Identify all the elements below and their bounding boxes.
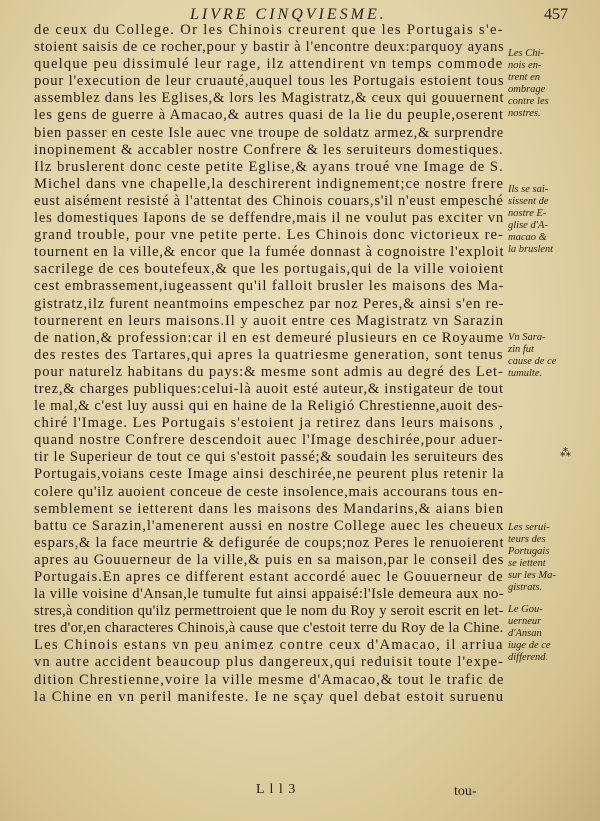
text-line: semblement se ietterent dans les maisons des Mandarins,& aians bien [34,500,505,517]
margin-note: Le Gou- uerneur d'Ansan iuge de ce differend. [508,604,551,663]
text-line: de nation,& profession:car il en est demeuré plusieurs en ce Royaume [34,329,505,346]
margin-note: Les Chi- nois en- trent en ombrage contre les nostres. [508,48,549,119]
text-line: espars,& la face meurtrie & defigurée de coups;noz Peres le renuoierent [34,534,505,551]
body-text [34,22,504,706]
text-line: les gens de guerre à Amacao,& autres quasi de la lie du peuple,oserent [34,107,504,124]
text-line: Ilz bruslerent donc ceste petite Eglise,& ayans troué vne Image de S. [34,158,504,175]
text-line: des restes des Tartares,qui apres la quatriesme generation, sont tenus [34,346,504,363]
text-line: inopinement & accabler nostre Confrere & les seruiteurs domestiques. [34,141,504,158]
text-line: pour naturelz habitans du pays:& mesme sont admis au degré des Let- [34,363,504,380]
text-line: la Chine en vn peril manifeste. Ie ne sçay quel debat estoit suruenu [34,688,505,705]
text-line: apres au Gouuerneur de la ville,& puis en sa maison,par le conseil des [34,551,505,568]
text-line: Portugais.En apres ce different estant accordé auec le Gouuerneur de [34,569,504,585]
text-line: colere qu'ilz auoient conceue de ceste insolence,mais accourans tous en- [34,483,504,500]
margin-note: Ils se sai- sissent de nostre E- glise d'A- macao & la bruslent [508,184,554,255]
text-line: tir le Superieur de tout ce qui s'estoit passé;& soudain les seruiteurs des [34,449,504,466]
margin-note: Les serui- teurs des Portugais se iettent sur les Ma- gistrats. [508,522,556,593]
text-line: dition Chrestienne,voire la ville mesme d'Amacao,& tout le trafic de [34,671,505,688]
text-line: cest embrassement,iugeassent qu'il falloit brusler les maisons des Ma- [34,278,505,295]
text-line: le mal,& c'est luy aussi qui en haine de la Religió Chrestienne,auoit des- [34,398,504,415]
text-line: chiré l'Image. Les Portugais s'estoient ja retirez dans leurs maisons , [34,415,504,432]
catchword: tou- [454,784,477,799]
text-line: vn autre accident beaucoup plus dangereux,qui reduisit toute l'expe- [34,654,504,671]
text-line: tournerent en leurs maisons.Il y auoit entre ces Magistratz vn Sarazin [34,312,505,329]
text-line: la ville voisine d'Ansan,le tumulte fut ainsi appaisé:l'Isle demeura aux no- [34,586,505,603]
text-line: bien passer en ceste Isle auec vne troupe de soldatz armez,& surprendre [34,124,504,141]
text-line: pour l'execution de leur cruauté,auquel tous les Portugais estoient tous [34,73,505,90]
text-line: grand trouble, pour vne petite perte. Les Chinois donc victorieux re- [34,227,504,244]
text-line: gistratz,ilz furent neantmoins empeschez par noz Peres,& ainsi s'en re- [34,295,505,312]
margin-note: Vn Sara- zin fut cause de ce tumulte. [508,332,557,379]
page-number: 457 [544,6,568,23]
signature-mark: L l l 3 [256,782,297,797]
text-line: quand nostre Confrere descendoit auec l'Image deschirée,pour aduer- [34,432,504,449]
text-line: quelque peu dissimulé leur rage, ilz attendirent vn temps commode [34,56,504,73]
text-line: stoient saisis de ce rocher,pour y bastir à l'encontre deux:parquoy ayans [34,39,505,56]
text-line: eust aisément resisté à l'attentat des Chinois couars,s'il n'eust empesché [34,192,504,209]
text-line: de ceux du College. Or les Chinois creurent que les Portugais s'e- [34,22,504,38]
text-line: les domestiques Iapons de se deffendre,mais il ne voulut pas exciter vn [34,210,504,227]
text-line: battu ce Sarazin,l'amenerent aussi en nostre College auec les cheueux [34,517,505,534]
text-line: Portugais,voians ceste Image ainsi deschirée,ne peurent plus retenir la [34,466,505,483]
text-line: tournent en la ville,& encor que la fumée donnast à cognoistre l'exploit [34,244,505,261]
text-line: tres d'or,en characteres Chinois,à cause que c'estoit terre du Roy de la Chine. [34,620,504,637]
text-line: Les Chinois estans vn peu animez contre ceux d'Amacao, il arriua [34,637,504,654]
text-line: assemblez dans les Eglises,& lors les Magistratz,& ceux qui gouuernent [34,90,505,107]
text-line: Michel dans vne chapelle,la deschirerent indignement;ce nostre frere [34,175,504,192]
text-line: stres,à condition qu'ilz permettroient que le nom du Roy y seroit escrit en let- [34,603,504,620]
ink-mark: ⁂ [560,447,571,459]
text-line: sacrilege de ces boutefeux,& que les portugais,qui de la ville voioient [34,261,505,278]
running-head: LIVRE CINQVIESME. [190,6,387,23]
text-line: trez,& charges publiques:celui-là auoit esté auteur,& instigateur de tout [34,380,504,397]
